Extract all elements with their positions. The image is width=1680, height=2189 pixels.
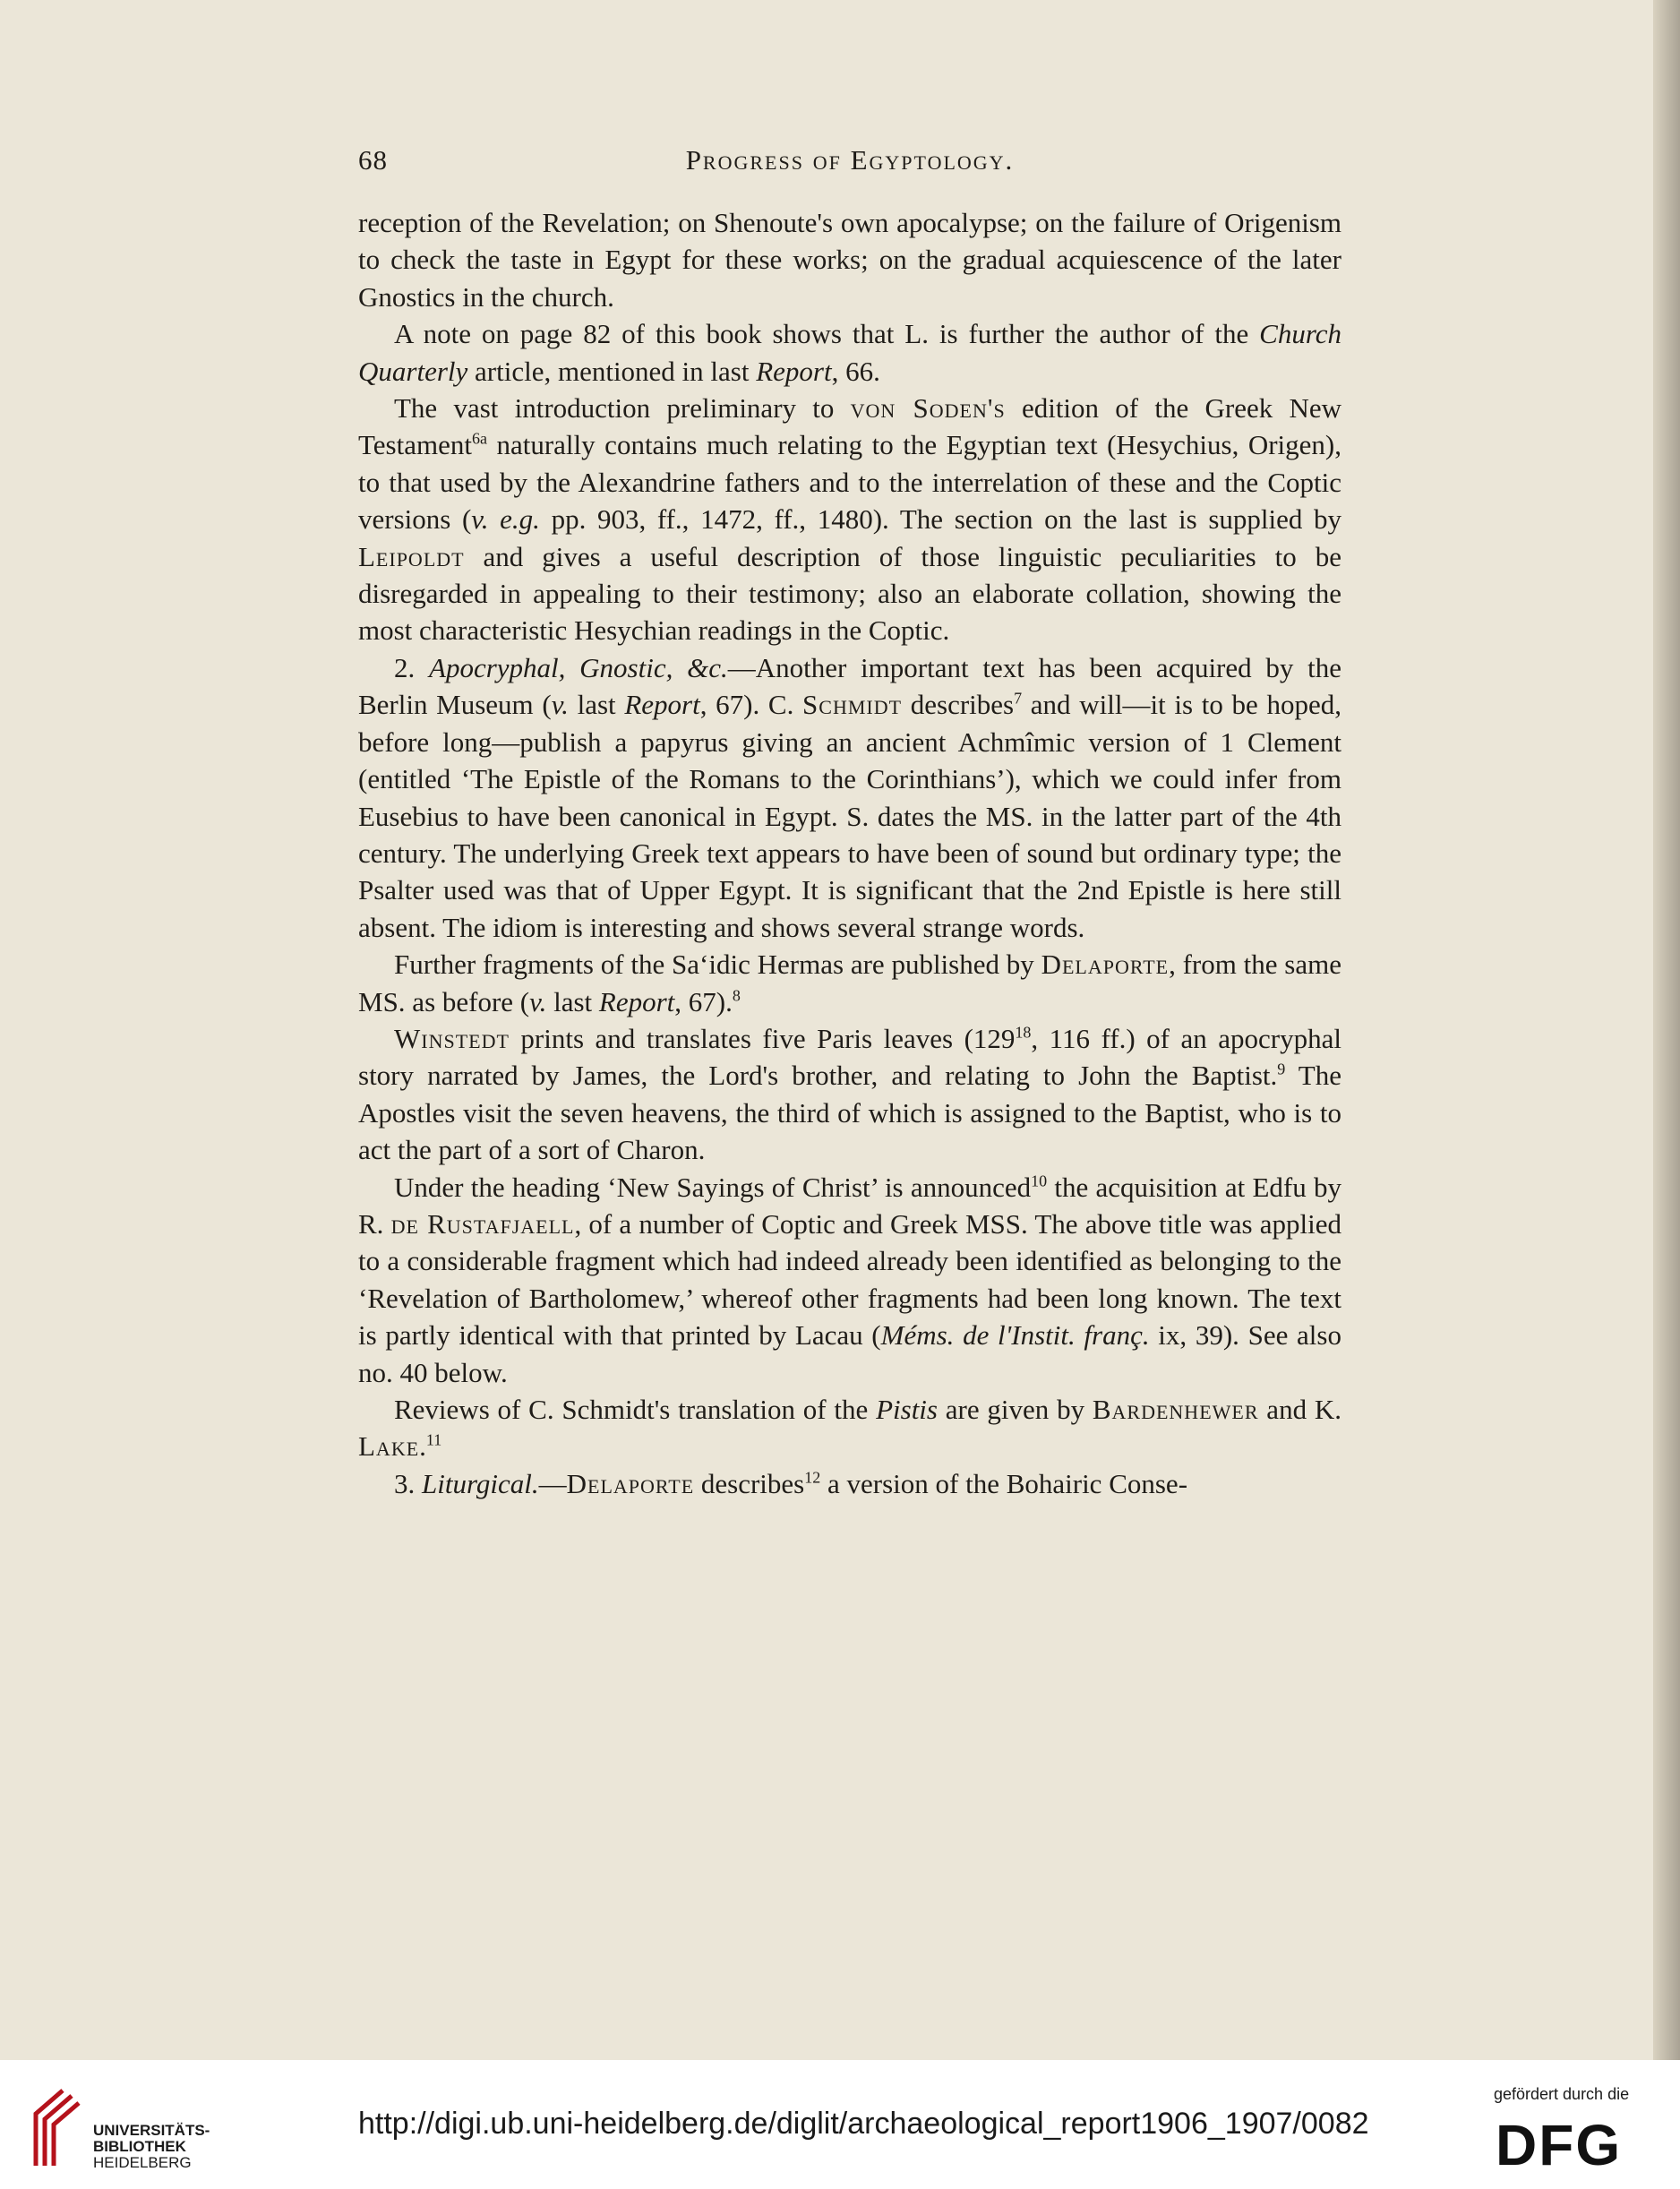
paragraph-7: Under the heading ‘New Sayings of Christ’ is announced$^{10}$ the acquisition at Edfu by R. de Rustafjaell, of a number of Coptic and Greek MSS. The above title was applied to a considerable fragment which had indeed already been identified as belonging to the ‘Revelation of Bartholomew,’ whereof other fragments had been long known. The text is partly identical with that printed by Lacau (Méms. de l'Instit. franç. ix, 39). See also no. 40 below.	[358, 1171, 1341, 1388]
running-head	[358, 139, 1341, 184]
library-name: UNIVERSITÄTS- BIBLIOTHEK HEIDELBERG	[93, 2122, 210, 2171]
paragraph-1: reception of the Revelation; on Shenoute's own apocalypse; on the failure of Origenism to check the taste in Egypt for these works; on the gradual acquiescence of the later Gnostics in the church.	[358, 207, 1341, 313]
page-number: 68	[358, 144, 388, 176]
footnote-ref: 8	[732, 986, 741, 1005]
digitization-footer	[0, 2060, 1680, 2189]
body-text	[358, 204, 1341, 1502]
paragraph-5: Further fragments of the Sa‘idic Hermas are published by Delaporte, from the same MS. as before (v. last Report, 67).$^8$	[358, 949, 1342, 1017]
paragraph-2: A note on page 82 of this book shows that L. is further the author of the Church Quarterly article, mentioned in last Report, 66.	[358, 318, 1341, 387]
footnote-ref: 12	[804, 1468, 821, 1487]
footnote-ref: 9	[1277, 1060, 1286, 1079]
paragraph-8: Reviews of C. Schmidt's translation of the Pistis are given by Bardenhewer and K. Lake.$^{11}$	[358, 1394, 1341, 1463]
footnote-ref: 11	[425, 1431, 442, 1450]
paragraph-3: The vast introduction preliminary to von Soden's edition of the Greek New Testament$^{6a}$ naturally contains much relating to the Egyptian text (Hesychius, Origen), to that used by the Alexandrine fathers and to the interrelation of these and the Coptic versions (v. e.g. pp. 903, ff., 1472, ff., 1480). The section on the last is supplied by Leipoldt and gives a useful description of those linguistic peculiarities to be disregarded in appealing to their testimony; also an elaborate collation, showing the most characteristic Hesychian readings in the Coptic.	[358, 392, 1342, 647]
paragraph-4: 2. Apocryphal, Gnostic, &c.—Another important text has been acquired by the Berlin Museum (v. last Report, 67). C. Schmidt describes$^7$ and will—it is to be hoped, before long—publish a papyrus giving an ancient Achmîmic version of 1 Clement (entitled ‘The Epistle of the Romans to the Corinthians’), which we could infer from Eusebius to have been canonical in Egypt. S. dates the MS. in the latter part of the 4th century. The underlying Greek text appears to have been of sound but ordinary type; the Psalter used was that of Upper Egypt. It is significant that the 2nd Epistle is here still absent. The idiom is interesting and shows several strange words.	[358, 651, 1342, 943]
footnote-ref: 7	[1014, 689, 1023, 708]
running-title: Progress of Egyptology.	[685, 144, 1015, 176]
footnote-ref: 10	[1031, 1172, 1048, 1190]
sponsor-caption: gefördert durch die	[1494, 2085, 1630, 2103]
page-edge-shadow	[1653, 0, 1680, 2060]
paragraph-9: 3. Liturgical.—Delaporte describes$^{12}$ a version of the Bohairic Conse-	[394, 1467, 1188, 1499]
library-emblem-icon	[27, 2087, 84, 2168]
university-library-logo[interactable]	[27, 2087, 210, 2171]
dfg-wordmark: DFG	[1496, 2113, 1623, 2177]
permalink-url[interactable]: http://digi.ub.uni-heidelberg.de/diglit/archaeological_report1906_1907/0082	[358, 2107, 1369, 2141]
footnote-ref: 6a	[471, 430, 487, 449]
dfg-sponsor-logo[interactable]	[1487, 2080, 1657, 2178]
paragraph-6: Winstedt prints and translates five Paris leaves ($129^{18}$, 116 ff.) of an apocryphal story narrated by James, the Lord's brother, and relating to John the Baptist.$^9$ The Apostles visit the seven heavens, the third of which is assigned to the Baptist, who is to act the part of a sort of Charon.	[358, 1022, 1342, 1166]
